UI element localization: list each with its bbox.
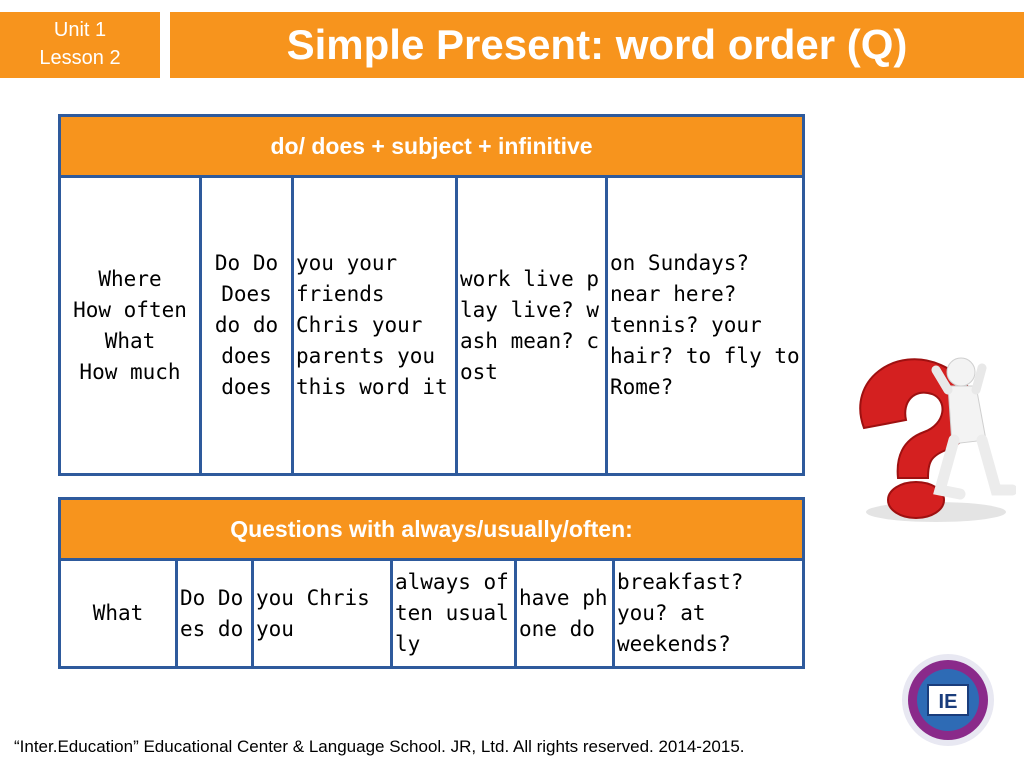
- logo-text: IE: [938, 691, 958, 713]
- question-word-cell: What: [60, 560, 177, 668]
- table-heading: do/ does + subject + infinitive: [60, 116, 804, 177]
- complement-cell: on Sundays? near here? tennis? your hair? to fly to Rome?: [607, 177, 804, 475]
- unit-lesson-label: Unit 1 Lesson 2: [0, 12, 160, 78]
- auxiliary-cell: Do Does do: [177, 560, 253, 668]
- copyright-footer: “Inter.Education” Educational Center & Language School. JR, Ltd. All rights reserved. 2014-2015.: [14, 737, 745, 756]
- page-title: Simple Present: word order (Q): [170, 12, 1024, 78]
- subject-cell: you Chris you: [253, 560, 392, 668]
- adverbs-table: [58, 497, 805, 669]
- table-heading: Questions with always/usually/often:: [60, 499, 804, 560]
- word-order-table: [58, 114, 805, 476]
- question-words-cell: Where How often What How much: [60, 177, 201, 475]
- adverb-cell: always often usually: [392, 560, 516, 668]
- subject-cell: you your friends Chris your parents you this word it: [293, 177, 457, 475]
- inter-education-logo-icon: [892, 652, 1004, 748]
- infinitive-cell: work live play live? wash mean? cost: [457, 177, 607, 475]
- question-mark-figure-icon: [836, 340, 1016, 530]
- verb-cell: have phone do: [516, 560, 614, 668]
- auxiliary-cell: Do Do Does do do does does: [201, 177, 293, 475]
- complement-cell: breakfast? you? at weekends?: [614, 560, 804, 668]
